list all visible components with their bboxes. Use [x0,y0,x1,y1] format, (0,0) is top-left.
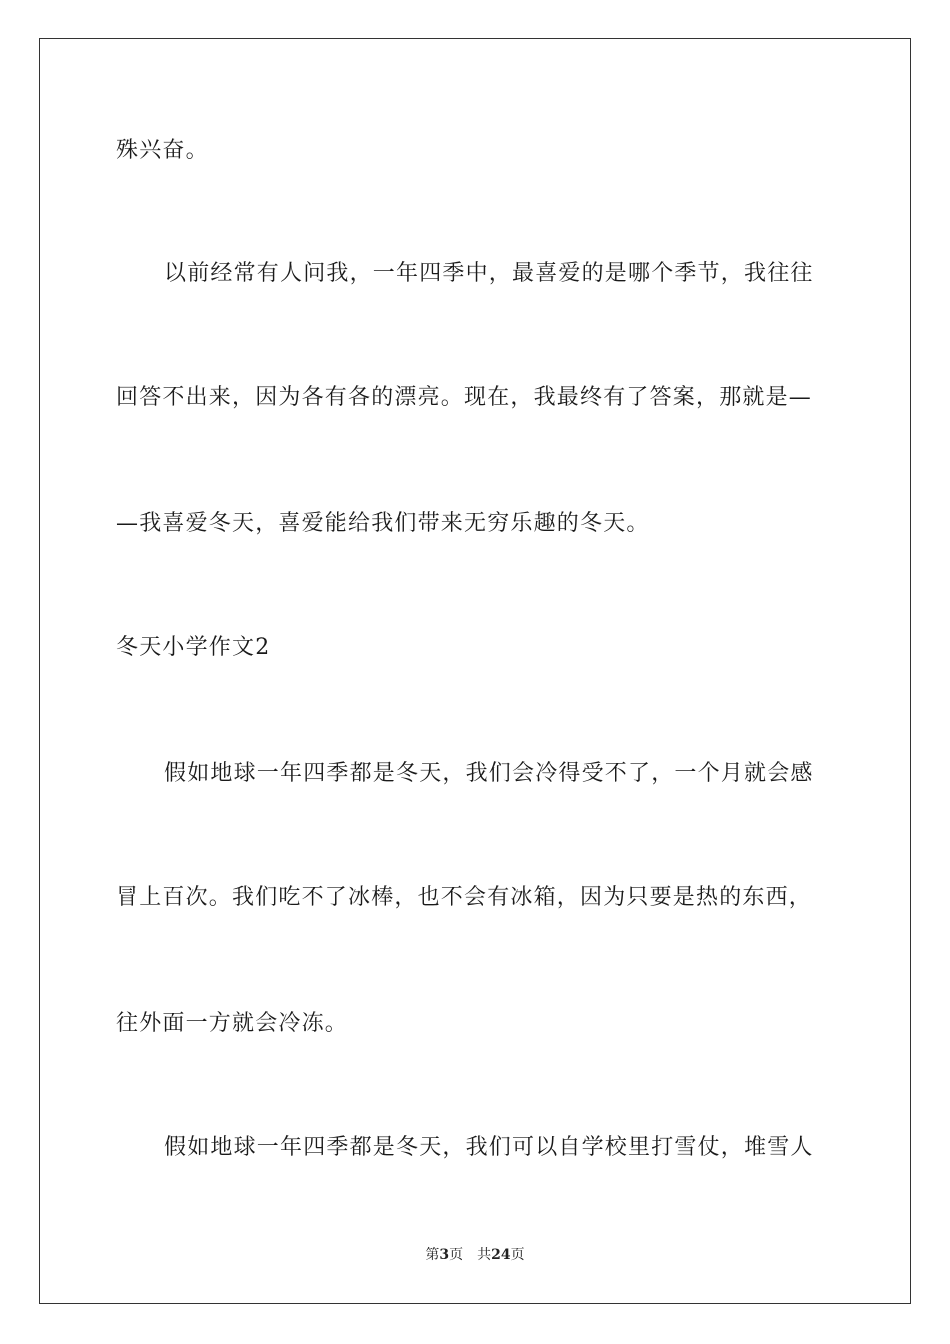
section-heading: 冬天小学作文2 [116,635,271,660]
paragraph-line: 假如地球一年四季都是冬天，我们会冷得受不了，一个月就会感 [164,761,814,786]
paragraph-line: —我喜爱冬天，喜爱能给我们带来无穷乐趣的冬天。 [116,511,650,536]
page-total: 共24页 [477,1247,525,1263]
paragraph-line: 殊兴奋。 [116,138,209,163]
page-footer [0,1246,950,1264]
page-number: 第3页 [425,1247,464,1263]
page-border [39,38,911,1304]
paragraph-line: 往外面一方就会冷冻。 [116,1011,349,1036]
paragraph-line: 以前经常有人问我，一年四季中，最喜爱的是哪个季节，我往往 [164,261,814,286]
paragraph-line: 假如地球一年四季都是冬天，我们可以自学校里打雪仗，堆雪人 [164,1135,814,1160]
paragraph-line: 冒上百次。我们吃不了冰棒，也不会有冰箱，因为只要是热的东西， [116,885,813,910]
paragraph-line: 回答不出来，因为各有各的漂亮。现在，我最终有了答案，那就是— [116,385,813,410]
